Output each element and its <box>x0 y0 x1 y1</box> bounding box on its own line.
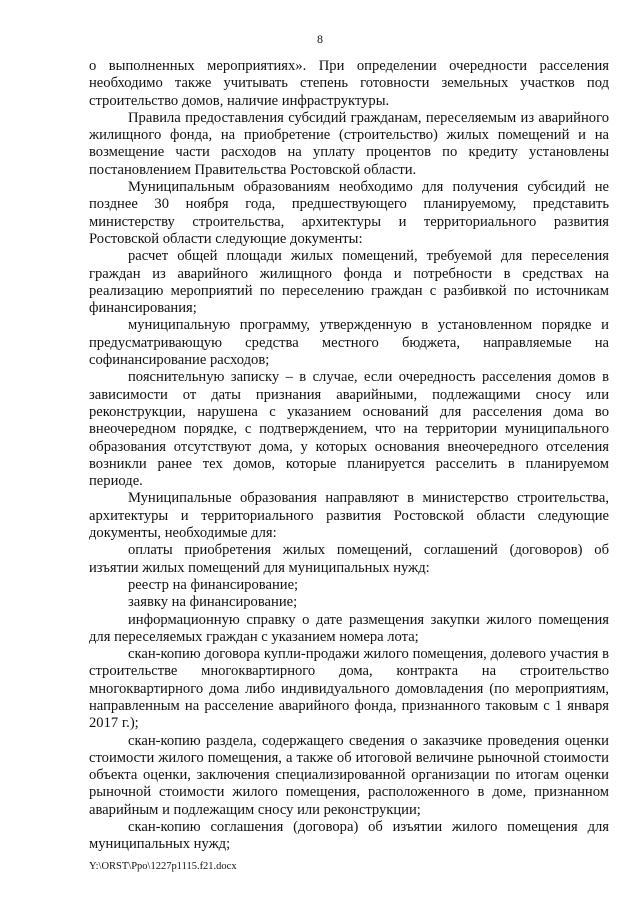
paragraph-6: пояснительную записку – в случае, если очередность расселения домов в зависимости от даты признания аварийными, подлежащими сносу или реконструкции, нарушена с указанием оснований для расселения дома во внеочередном порядке, с подтверждением, что на территории муниципального образования отсутствуют дома, у которых основания внеочередного отселения возникли ранее тех домов, которые планируется расселить в планируемом периоде. <box>89 369 609 490</box>
paragraph-3: Муниципальным образованиям необходимо для получения субсидий не позднее 30 ноября года, предшествующего планируемому, представить министерству строительства, архитектуры и территориального развития Ростовской области следующие документы: <box>89 179 609 247</box>
paragraph-1: о выполненных мероприятиях». При определении очередности расселения необходимо также учитывать степень готовности земельных участков под строительство домов, наличие инфраструктуры. <box>89 58 609 109</box>
paragraph-5: муниципальную программу, утвержденную в установленном порядке и предусматривающую средства местного бюджета, направляемые на софинансирование расходов; <box>89 317 609 369</box>
paragraph-14: скан-копию соглашения (договора) об изъятии жилого помещения для муниципальных нужд; <box>89 819 609 853</box>
paragraph-8: оплаты приобретения жилых помещений, соглашений (договоров) об изъятии жилых помещений для муниципальных нужд: <box>89 542 609 576</box>
paragraph-13: скан-копию раздела, содержащего сведения о заказчике проведения оценки стоимости жилого помещения, а также об итоговой величине рыночной стоимости объекта оценки, заключения специализированной организации по итогам оценки рыночной стоимости жилого помещения, расположенного в доме, признанном аварийным и подлежащим сносу или реконструкции; <box>89 732 609 818</box>
paragraph-2: Правила предоставления субсидий гражданам, переселяемым из аварийного жилищного фонда, на приобретение (строительство) жилых помещений и на возмещение части расходов на уплату процентов по кредиту установлены постановлением Правительства Ростовской области. <box>89 109 609 178</box>
page-number: 8 <box>317 32 323 46</box>
paragraph-10: заявку на финансирование; <box>128 594 298 611</box>
footer-file-path: Y:\ORST\Ppo\1227p1115.f21.docx <box>89 861 237 872</box>
paragraph-11: информационную справку о дате размещения закупки жилого помещения для переселяемых граждан с указанием номера лота; <box>89 611 609 645</box>
paragraph-12: скан-копию договора купли-продажи жилого помещения, долевого участия в строительстве многоквартирного дома, контракта на строительство многоквартирного дома либо индивидуального домовладения (по мероприятиям, направленным на расселение аварийного фонда, признанного таковым с 1 января 2017 г.); <box>89 646 609 732</box>
document-body <box>89 58 609 854</box>
paragraph-4: расчет общей площади жилых помещений, требуемой для переселения граждан из аварийного жилищного фонда и потребности в средствах на реализацию мероприятий по переселению граждан с разбивкой по источникам финансирования; <box>89 248 609 317</box>
paragraph-7: Муниципальные образования направляют в министерство строительства, архитектуры и территориального развития Ростовской области следующие документы, необходимые для: <box>89 490 609 542</box>
paragraph-9: реестр на финансирование; <box>128 576 299 593</box>
